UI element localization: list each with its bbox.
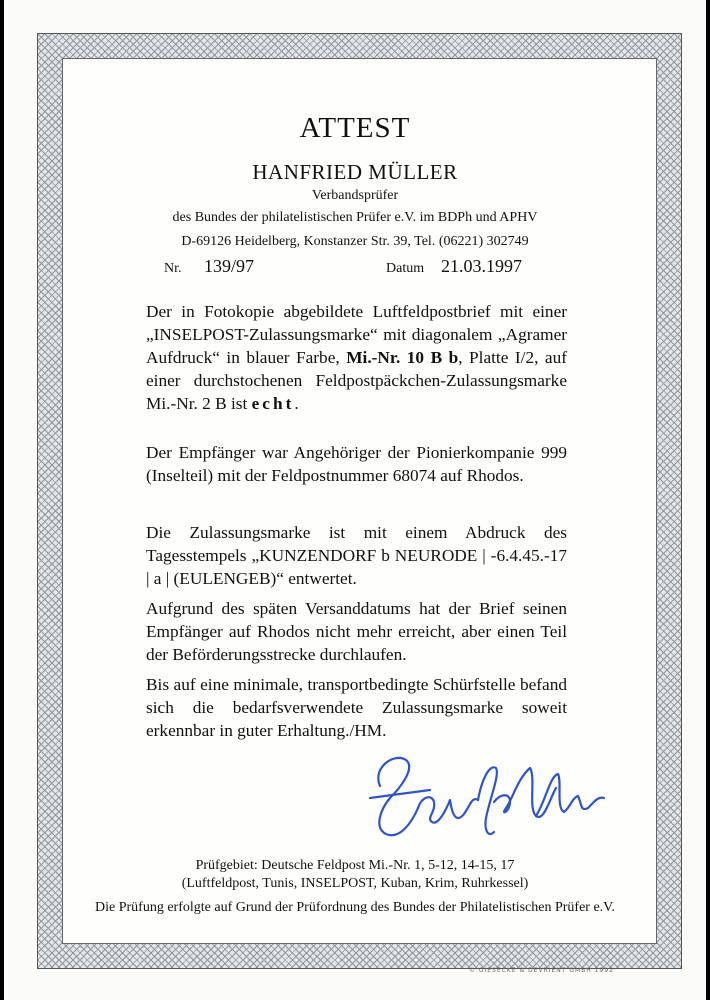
p4-text: Aufgrund des späten Versanddatums hat der Brief seinen Empfänger auf Rhodos nicht mehr erreicht, aber einen Teil der Beförderungsstrecke durchlaufen. [146,599,567,664]
footer-regulation: Die Prüfung erfolgte auf Grund der Prüfordnung des Bundes der Philatelistischen Prüfer e.V. [95,900,615,915]
paragraph-delivery [146,597,567,666]
examiner-address: D-69126 Heidelberg, Konstanzer Str. 39, Tel. (06221) 302749 [181,234,529,249]
examiner-name: HANFRIED MÜLLER [252,160,458,184]
p1-text-a: Der in Fotokopie abgebildete Luftfeldpostbrief mit einer „INSELPOST-Zulassungsmarke“ mit diagonalem „Agramer Aufdruck“ in blauer Farbe, [146,302,567,367]
p2-text: Der Empfänger war Angehöriger der Pionierkompanie 999 (Inselteil) mit der Feldpostnummer 68074 auf Rhodos. [146,443,567,485]
footer-exam-topics: (Luftfeldpost, Tunis, INSELPOST, Kuban, Krim, Ruhrkessel) [181,876,529,891]
catalogue-number: Mi.-Nr. 10 B b [346,348,459,367]
nr-label: Nr. [164,261,182,276]
p1-text-c: , Platte I/2, auf einer durchstochenen Feldpostpäckchen-Zulassungsmarke Mi.-Nr. 2 B ist [146,348,567,413]
verdict-echt: echt [251,394,295,413]
datum-label: Datum [386,261,425,276]
paragraph-recipient [146,441,567,487]
certificate-title: ATTEST [299,112,411,144]
p5-text: Bis auf eine minimale, transportbedingte Schürfstelle befand sich die bedarfsverwendete Zulassungsmarke soweit erkennbar in guter Erhaltung./HM. [146,675,567,740]
nr-value: 139/97 [204,256,255,276]
paragraph-condition [146,673,567,742]
footer-exam-area: Prüfgebiet: Deutsche Feldpost Mi.-Nr. 1, 5-12, 14-15, 17 [195,858,515,873]
examiner-affiliation: des Bundes der philatelistischen Prüfer e.V. im BDPh und APHV [172,210,538,225]
datum-value: 21.03.1997 [441,256,522,276]
examiner-signature [360,738,610,848]
p1-text-e: . [294,394,299,413]
paragraph-cancellation [146,521,567,590]
p3-text: Die Zulassungsmarke ist mit einem Abdruck des Tagesstempels „KUNZENDORF b NEURODE | -6.4.45.-17 | a | (EULENGEB)“ entwertet. [146,523,567,588]
printer-imprint: © GIESECKE & DEVRIENT GMBH 1992 [468,967,614,974]
examiner-role: Verbandsprüfer [311,188,399,203]
paragraph-authenticity [146,300,567,415]
